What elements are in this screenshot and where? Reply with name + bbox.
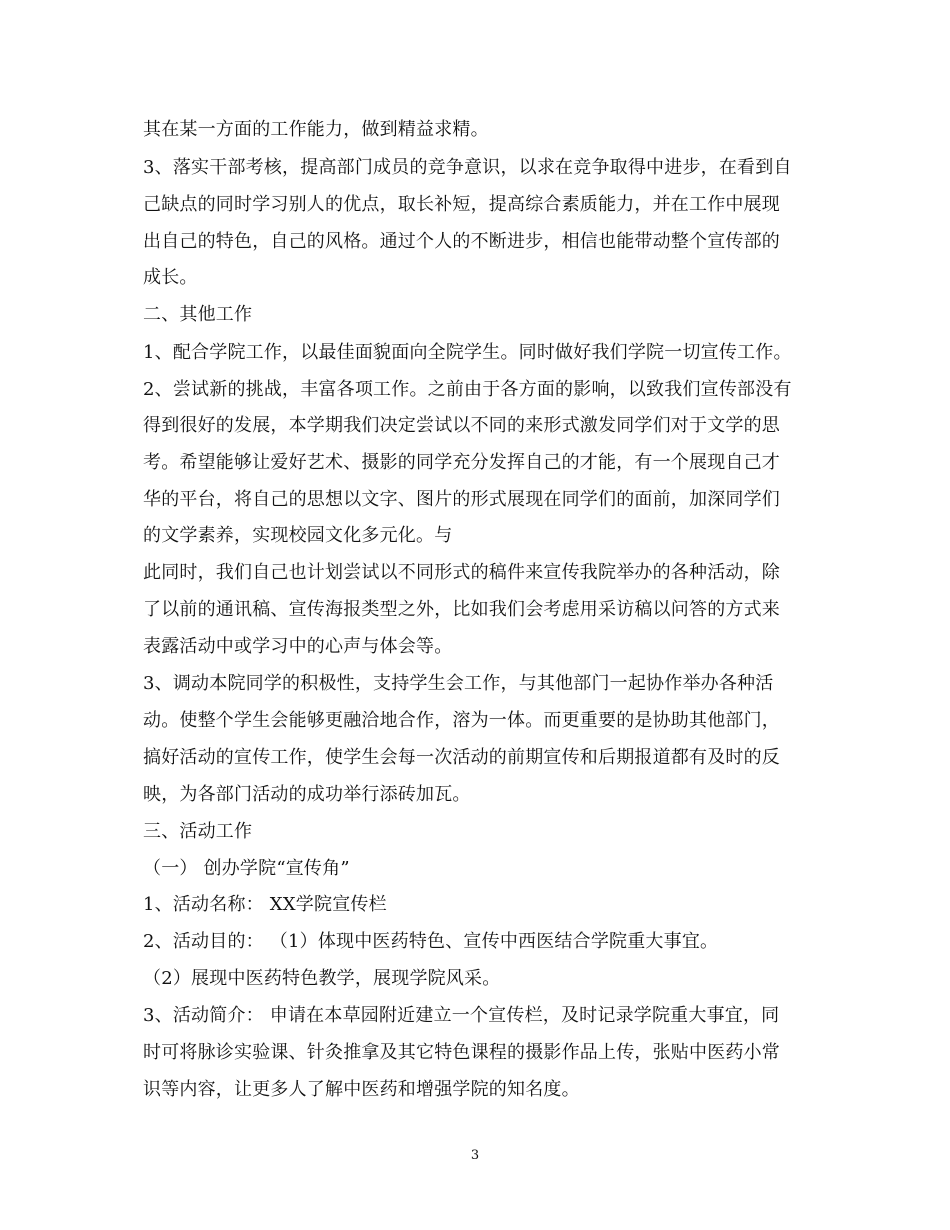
text-line: 1、配合学院工作，以最佳面貌面向全院学生。同时做好我们学院一切宣传工作。 bbox=[143, 342, 792, 363]
text-line: 1、活动名称： XX学院宣传栏 bbox=[143, 894, 387, 915]
text-line: 识等内容，让更多人了解中医药和增强学院的知名度。 bbox=[143, 1079, 580, 1100]
text-line: 3、活动简介： 申请在本草园附近建立一个宣传栏，及时记录学院重大事宜，同 bbox=[143, 1005, 780, 1026]
text-line: 2、尝试新的挑战，丰富各项工作。之前由于各方面的影响，以致我们宣传部没有 bbox=[143, 379, 792, 400]
text-line: 其在某一方面的工作能力，做到精益求精。 bbox=[143, 119, 489, 140]
text-line: 映，为各部门活动的成功举行添砖加瓦。 bbox=[143, 784, 471, 805]
page-number: 3 bbox=[470, 1148, 480, 1163]
text-line: 成长。 bbox=[143, 267, 198, 288]
text-line: 3、落实干部考核，提高部门成员的竞争意识，以求在竞争取得中进步，在看到自 bbox=[143, 157, 792, 178]
text-line: （2）展现中医药特色教学，展现学院风采。 bbox=[143, 968, 501, 989]
section-heading: 三、活动工作 bbox=[143, 821, 253, 842]
text-line: 华的平台，将自己的思想以文字、图片的形式展现在同学们的面前，加深同学们 bbox=[143, 489, 780, 510]
text-line: 考。希望能够让爱好艺术、摄影的同学充分发挥自己的才能，有一个展现自己才 bbox=[143, 452, 780, 473]
text-line: 出自己的特色，自己的风格。通过个人的不断进步，相信也能带动整个宣传部的 bbox=[143, 231, 780, 252]
text-line: 己缺点的同时学习别人的优点，取长补短，提高综合素质能力，并在工作中展现 bbox=[143, 194, 780, 215]
text-line: 3、调动本院同学的积极性，支持学生会工作，与其他部门一起协作举办各种活 bbox=[143, 673, 774, 694]
text-line: 了以前的通讯稿、宣传海报类型之外，比如我们会考虑用采访稿以问答的方式来 bbox=[143, 599, 780, 620]
text-line: 的文学素养，实现校园文化多元化。与 bbox=[143, 525, 453, 546]
text-line: 2、活动目的： （1）体现中医药特色、宣传中西医结合学院重大事宜。 bbox=[143, 931, 719, 952]
text-line: 此同时，我们自己也计划尝试以不同形式的稿件来宣传我院举办的各种活动，除 bbox=[143, 562, 780, 583]
subsection-heading: （一） 创办学院“宣传角” bbox=[143, 858, 350, 879]
text-line: 动。使整个学生会能够更融洽地合作，溶为一体。而更重要的是协助其他部门， bbox=[143, 710, 780, 731]
text-line: 时可将脉诊实验课、针灸推拿及其它特色课程的摄影作品上传，张贴中医药小常 bbox=[143, 1042, 780, 1063]
text-line: 表露活动中或学习中的心声与体会等。 bbox=[143, 636, 453, 657]
text-line: 得到很好的发展，本学期我们决定尝试以不同的来形式激发同学们对于文学的思 bbox=[143, 415, 780, 436]
text-line: 搞好活动的宣传工作，使学生会每一次活动的前期宣传和后期报道都有及时的反 bbox=[143, 747, 780, 768]
section-heading: 二、其他工作 bbox=[143, 304, 253, 325]
